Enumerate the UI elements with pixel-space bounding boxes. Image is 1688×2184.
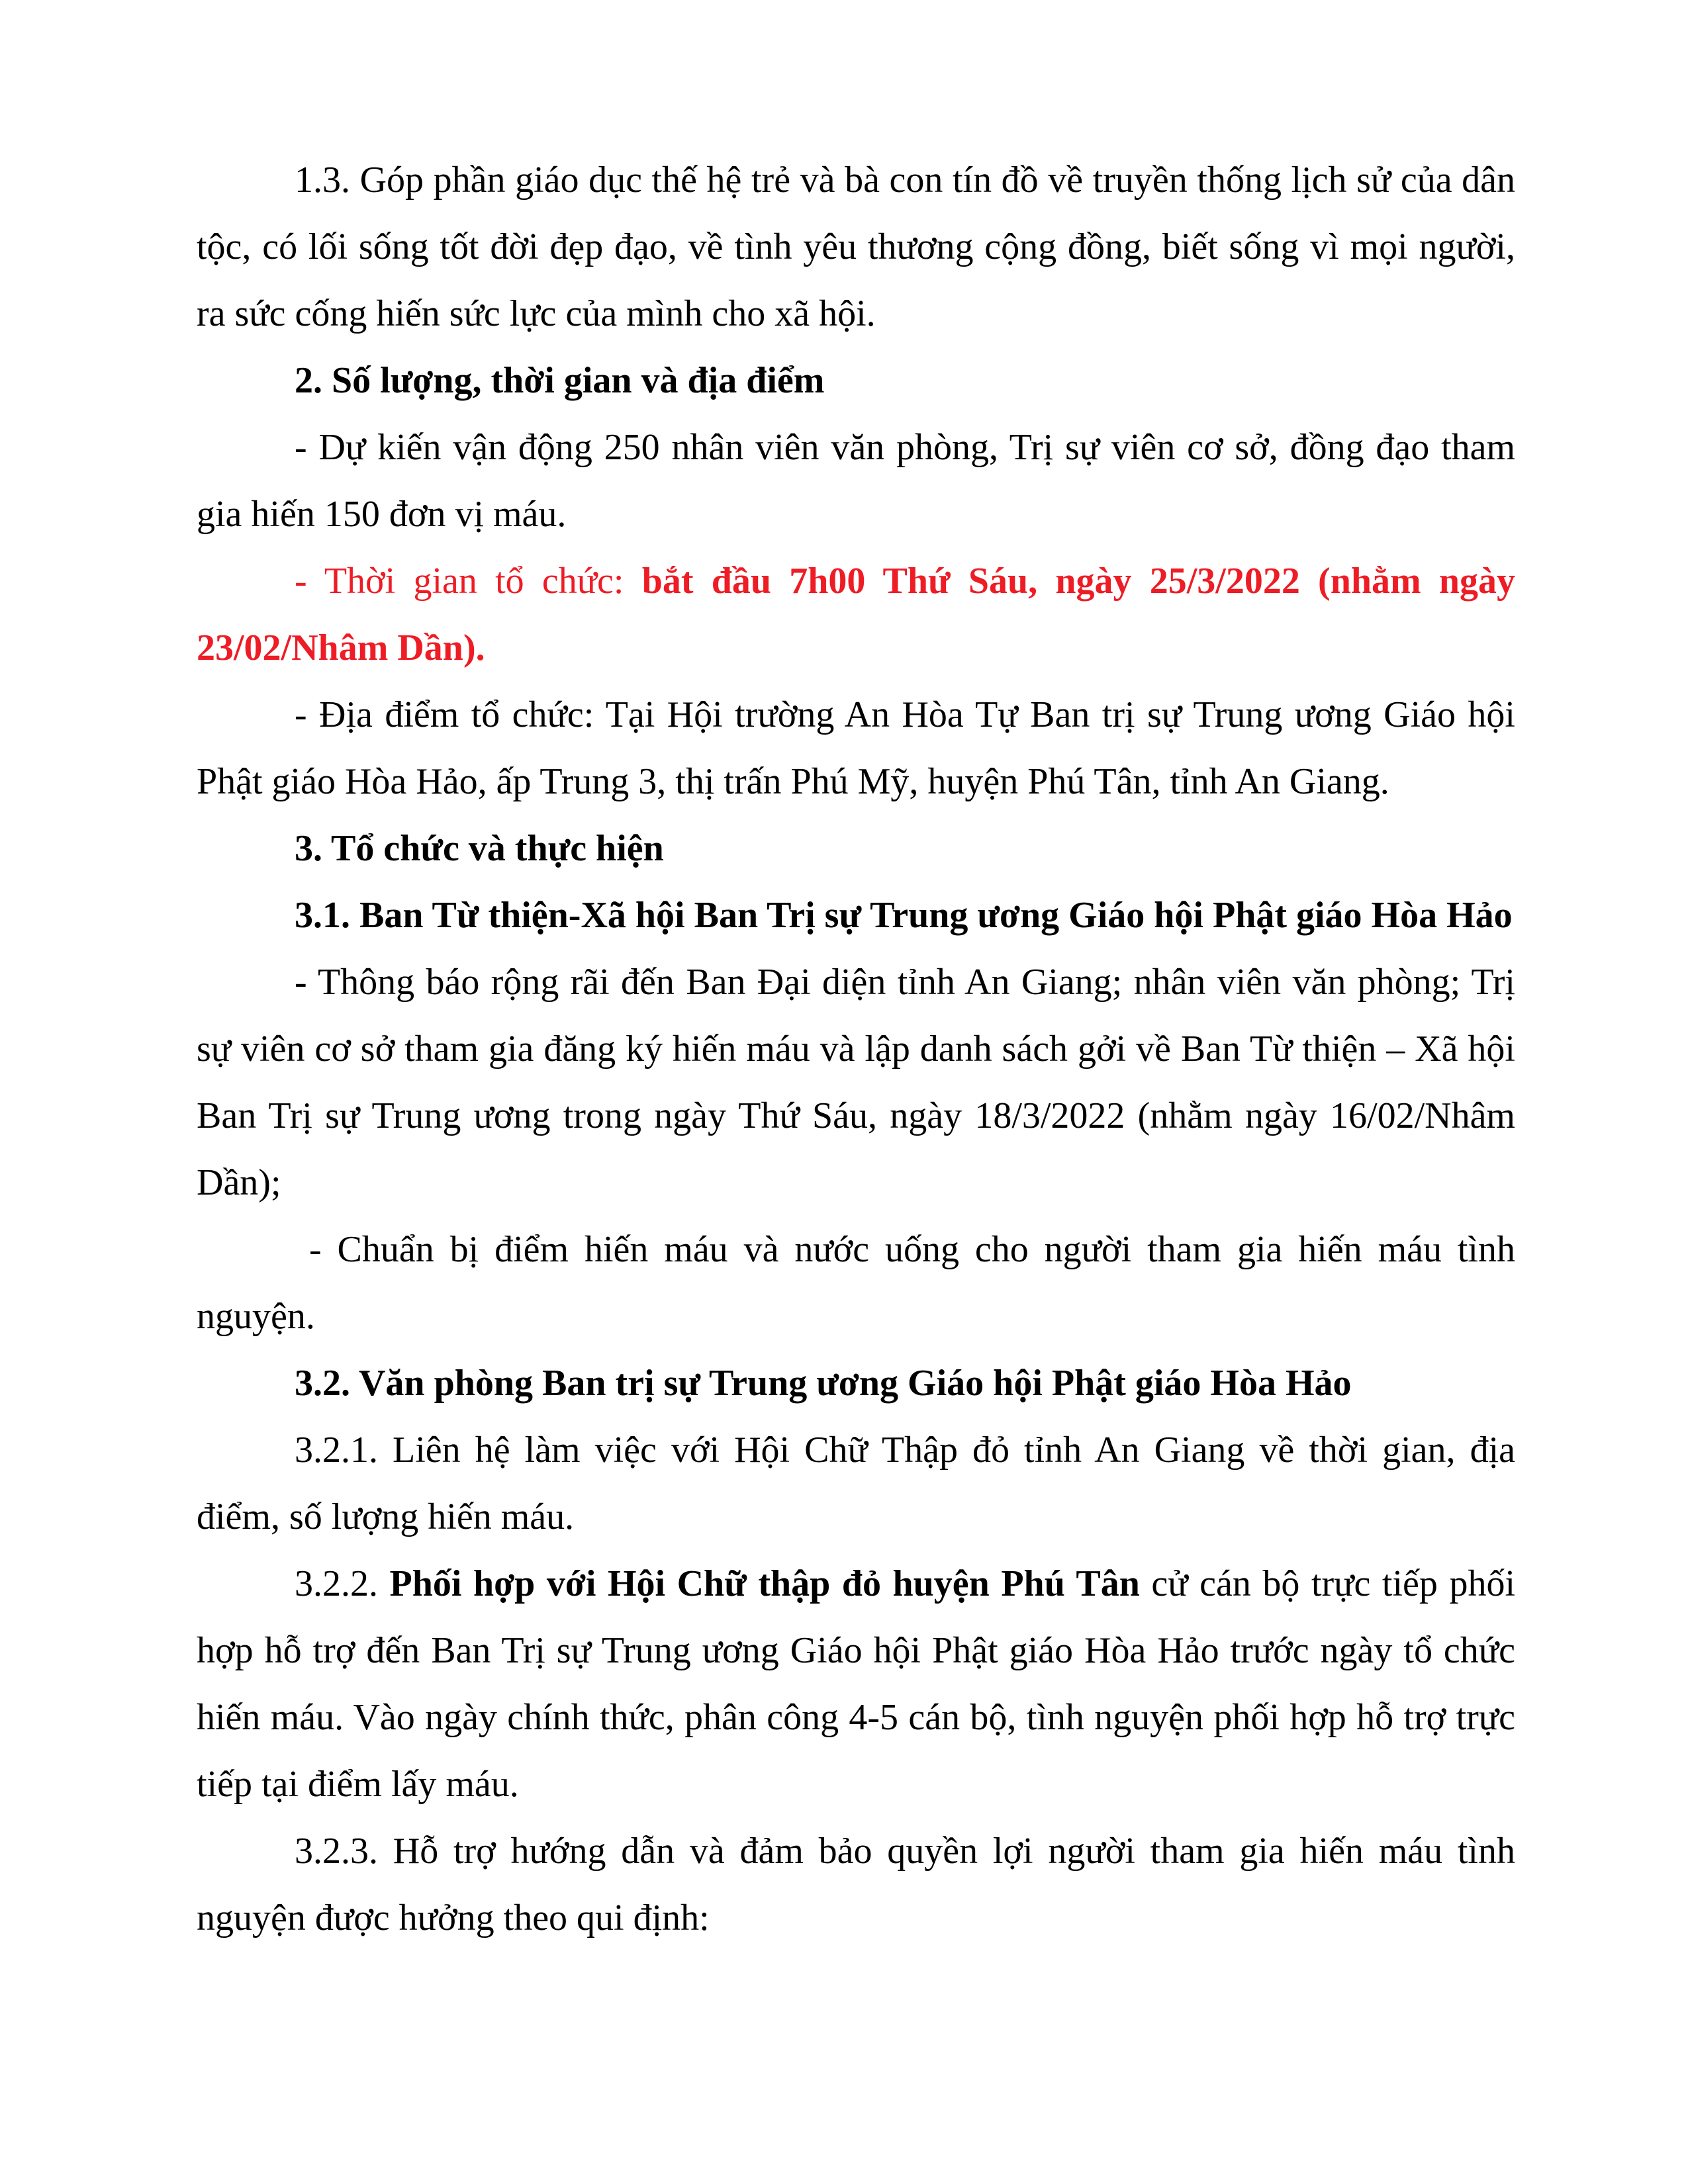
heading-section-3-1: 3.1. Ban Từ thiện-Xã hội Ban Trị sự Trung ương Giáo hội Phật giáo Hòa Hảo — [295, 895, 1513, 936]
paragraph-time — [197, 548, 1515, 682]
paragraph-3-2-1: 3.2.1. Liên hệ làm việc với Hội Chữ Thập đỏ tỉnh An Giang về thời gian, địa điểm, số lượng hiến máu. — [197, 1430, 1515, 1537]
heading-section-3: 3. Tổ chức và thực hiện — [295, 828, 664, 869]
heading-section-2: 2. Số lượng, thời gian và địa điểm — [295, 360, 825, 401]
paragraph-announcement: - Thông báo rộng rãi đến Ban Đại diện tỉnh An Giang; nhân viên văn phòng; Trị sự viên cơ sở tham gia đăng ký hiến máu và lập danh sách gởi về Ban Từ thiện – Xã hội Ban Trị sự Trung ương trong ngày Thứ Sáu, ngày 18/3/2022 (nhằm ngày 16/02/Nhâm Dần); — [197, 962, 1515, 1203]
paragraph-3-2-2 — [197, 1551, 1515, 1818]
heading-section-3-2: 3.2. Văn phòng Ban trị sự Trung ương Giáo hội Phật giáo Hòa Hảo — [295, 1363, 1352, 1404]
paragraph-3-2-3: 3.2.3. Hỗ trợ hướng dẫn và đảm bảo quyền lợi người tham gia hiến máu tình nguyện được hưởng theo qui định: — [197, 1831, 1515, 1938]
paragraph-3-2-2-rest: cử cán bộ trực tiếp phối hợp hỗ trợ đến Ban Trị sự Trung ương Giáo hội Phật giáo Hòa Hảo trước ngày tổ chức hiến máu. Vào ngày chính thức, phân công 4-5 cán bộ, tình nguyện phối hợp hỗ trợ trực tiếp tại điểm lấy máu. — [197, 1563, 1515, 1805]
paragraph-3-2-2-bold: Phối hợp với Hội Chữ thập đỏ huyện Phú Tân — [389, 1563, 1140, 1604]
time-label: - Thời gian tổ chức: — [295, 561, 642, 602]
paragraph-3-2-2-number: 3.2.2. — [295, 1563, 390, 1604]
paragraph-location: - Địa điểm tổ chức: Tại Hội trường An Hòa Tự Ban trị sự Trung ương Giáo hội Phật giáo Hòa Hảo, ấp Trung 3, thị trấn Phú Mỹ, huyện Phú Tân, tỉnh An Giang. — [197, 694, 1515, 802]
document-page — [197, 147, 1515, 1952]
time-value: bắt đầu 7h00 Thứ Sáu, ngày 25/3/2022 (nhằm ngày 23/02/Nhâm Dần). — [197, 561, 1515, 668]
paragraph-quantity: - Dự kiến vận động 250 nhân viên văn phòng, Trị sự viên cơ sở, đồng đạo tham gia hiến 150 đơn vị máu. — [197, 427, 1515, 535]
paragraph-preparation: - Chuẩn bị điểm hiến máu và nước uống cho người tham gia hiến máu tình nguyện. — [197, 1229, 1515, 1337]
paragraph-1-3: 1.3. Góp phần giáo dục thế hệ trẻ và bà con tín đồ về truyền thống lịch sử của dân tộc, có lối sống tốt đời đẹp đạo, về tình yêu thương cộng đồng, biết sống vì mọi người, ra sức cống hiến sức lực của mình cho xã hội. — [197, 159, 1515, 334]
